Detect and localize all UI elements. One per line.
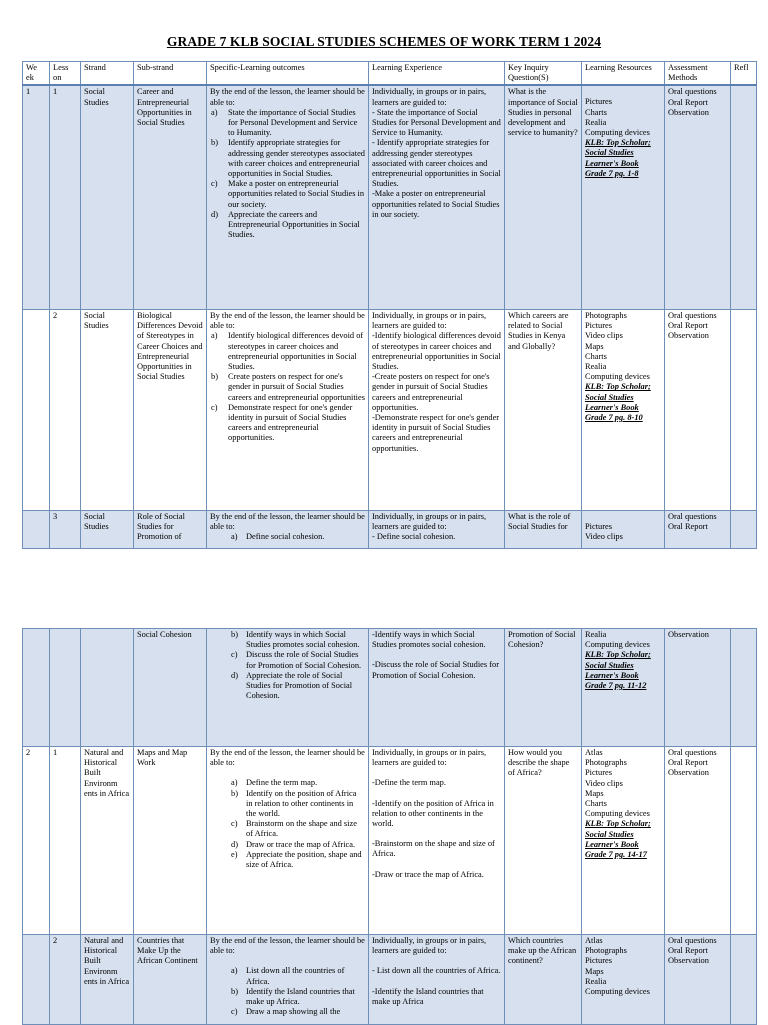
outcome-text: Identify appropriate strategies for addressing gender stereotypes associated with career choices and entrepreneurial opportunities in Social Studies. (228, 138, 365, 179)
book-reference: KLB: Top Scholar; Social Studies Learner's Book Grade 7 pg. 11-12 (585, 650, 651, 691)
outcome-text: Identify on the position of Africa in relation to other continents in the world. (246, 788, 357, 819)
table-row (23, 747, 757, 935)
book-reference: KLB: Top Scholar; Social Studies Learner's Book Grade 7 pg. 14-17 (585, 819, 651, 860)
outcomes-cell (207, 85, 369, 309)
assessment-item: Observation (668, 107, 709, 117)
outcome-text: Draw a map showing all the (246, 1007, 341, 1017)
outcomes-list (210, 630, 365, 701)
outcome-text: Demonstrate respect for one's gender identity in pursuit of Social Studies careers and entrepreneurial opportunities. (228, 402, 353, 443)
table-row (23, 309, 757, 510)
substrand-cell: Role of Social Studies for Promotion of (134, 510, 207, 548)
spacer (372, 860, 501, 870)
outcome-item (211, 107, 365, 139)
experience-line: - State the importance of Social Studies for Personal Development and Service to Humanity. (372, 107, 501, 138)
outcome-text: Define social cohesion. (246, 532, 325, 542)
resource-item: Realia (585, 630, 607, 639)
inquiry-cell: Which careers are related to Social Studies in Kenya and Globally? (505, 309, 582, 510)
experience-cell (369, 309, 505, 510)
header-strand: Strand (81, 62, 134, 86)
resource-item: Atlas (585, 936, 603, 945)
experience-line: -Brainstorm on the shape and size of Africa. (372, 839, 495, 859)
lesson-cell: 2 (50, 935, 81, 1025)
spacer (372, 768, 501, 778)
header-reflection: Refl (731, 62, 757, 86)
assessment-item: Oral questions (668, 87, 717, 97)
experience-cell (369, 510, 505, 548)
experience-cell (369, 85, 505, 309)
assessment-item: Observation (668, 768, 709, 778)
assessment-item: Oral Report (668, 946, 708, 956)
outcome-item (231, 650, 365, 670)
resource-item: Realia (585, 976, 607, 986)
outcomes-cell (207, 935, 369, 1025)
assessment-cell (665, 747, 731, 935)
header-outcomes: Specific-Learning outcomes (207, 62, 369, 86)
assessment-cell (665, 629, 731, 747)
experience-line: -Demonstrate respect for one's gender identity in pursuit of Social Studies careers and entrepreneurial opportunities. (372, 412, 500, 453)
experience-line: -Identify biological differences devoid of stereotypes in career choices and entrepreneurial opportunities in Social Studies. (372, 331, 501, 371)
resource-item: Photographs (585, 946, 627, 956)
strand-cell: Natural and Historical Built Environm ents in Africa (81, 747, 134, 935)
resource-item: Video clips (585, 532, 623, 542)
resources-cell (582, 935, 665, 1025)
experience-line: -Identify the Island countries that make up Africa (372, 986, 484, 1006)
outcome-item (211, 372, 365, 403)
assessment-item: Oral questions (668, 310, 717, 320)
outcome-marker: d) (231, 670, 238, 680)
outcome-marker: b) (211, 138, 218, 148)
document-title: GRADE 7 KLB SOCIAL STUDIES SCHEMES OF WORK TERM 1 2024 (166, 34, 602, 49)
experience-line: -Identify on the position of Africa in relation to other continents in the world. (372, 798, 494, 829)
outcome-text: Brainstorm on the shape and size of Africa. (246, 819, 357, 839)
resource-item: Photographs (585, 310, 627, 320)
inquiry-cell: Which countries make up the African continent? (505, 935, 582, 1025)
outcome-marker: a) (231, 532, 238, 542)
reflection-cell (731, 747, 757, 935)
week-cell (23, 510, 50, 548)
outcomes-intro: By the end of the lesson, the learner should be able to: (210, 87, 365, 107)
strand-cell: Natural and Historical Built Environm ents in Africa (81, 935, 134, 1025)
table-row (23, 85, 757, 309)
assessment-item: Oral questions (668, 748, 717, 757)
header-inquiry: Key Inquiry Question(S) (505, 62, 582, 86)
outcome-marker: c) (231, 1007, 238, 1017)
table-row (23, 629, 757, 747)
assessment-item: Oral Report (668, 97, 708, 107)
outcome-item (231, 986, 365, 1007)
spacer (210, 956, 365, 966)
resource-item: Maps (585, 788, 604, 798)
outcome-text: Identify ways in which Social Studies promotes social cohesion. (246, 630, 360, 650)
assessment-cell (665, 935, 731, 1025)
outcome-marker: b) (231, 630, 238, 639)
outcome-marker: b) (231, 986, 238, 996)
spacer (372, 650, 501, 660)
resource-item: Computing devices (585, 640, 650, 650)
experience-line: Individually, in groups or in pairs, learners are guided to: (372, 310, 487, 331)
resource-item: Computing devices (585, 987, 650, 997)
inquiry-cell: What is the importance of Social Studies in personal development and service to humanity? (505, 85, 582, 309)
resources-cell (582, 510, 665, 548)
strand-cell: Social Studies (81, 85, 134, 309)
week-cell (23, 629, 50, 747)
spacer (372, 977, 501, 987)
outcomes-list (210, 331, 365, 443)
assessment-item: Oral Report (668, 522, 708, 532)
inquiry-cell: What is the role of Social Studies for (505, 510, 582, 548)
outcome-item (211, 179, 365, 210)
outcome-marker: b) (211, 372, 218, 382)
week-cell: 1 (23, 85, 50, 309)
lesson-cell: 1 (50, 747, 81, 935)
outcome-marker: a) (211, 331, 218, 341)
outcomes-list (210, 532, 365, 542)
resource-item: Maps (585, 341, 604, 351)
schemes-table-page-1 (22, 61, 757, 549)
outcomes-list (210, 778, 365, 870)
book-reference: KLB: Top Scholar; Social Studies Learner's Book Grade 7 pg. 8-10 (585, 382, 651, 422)
assessment-cell (665, 309, 731, 510)
spacer (372, 829, 501, 839)
outcome-item (211, 209, 365, 241)
resource-item: Computing devices (585, 372, 650, 382)
substrand-cell: Biological Differences Devoid of Stereotypes in Career Choices and Entrepreneurial Opportunities in Social Studies (134, 309, 207, 510)
experience-line: -Make a poster on entrepreneurial opportunities related to Social Studies in our society. (372, 189, 500, 219)
lesson-cell: 3 (50, 510, 81, 548)
resource-item: Pictures (585, 768, 612, 778)
resource-item: Photographs (585, 758, 627, 768)
book-reference: KLB: Top Scholar; Social Studies Learner's Book Grade 7 pg. 1-8 (585, 138, 651, 178)
resource-item: Maps (585, 966, 604, 976)
spacer (372, 789, 501, 799)
assessment-item: Observation (668, 630, 709, 639)
outcome-marker: c) (211, 402, 218, 412)
experience-line: -Define the term map. (372, 778, 446, 788)
outcome-marker: a) (231, 778, 238, 788)
resource-item: Charts (585, 107, 607, 117)
outcome-text: Appreciate the position, shape and size of Africa. (246, 849, 362, 870)
outcome-item (231, 1007, 365, 1017)
resource-item: Charts (585, 351, 607, 361)
table-row (23, 510, 757, 548)
outcome-marker: c) (231, 819, 238, 829)
assessment-item: Oral Report (668, 321, 708, 331)
outcome-marker: d) (231, 839, 238, 849)
assessment-item: Oral questions (668, 936, 717, 945)
substrand-cell: Social Cohesion (134, 629, 207, 747)
outcome-item (231, 630, 365, 650)
header-week: We ek (23, 62, 50, 86)
resource-item: Realia (585, 361, 607, 371)
outcome-marker: a) (231, 966, 238, 976)
outcome-text: Appreciate the careers and Entrepreneurial Opportunities in Social Studies. (228, 209, 360, 240)
resource-item: Pictures (585, 321, 612, 331)
week-cell (23, 309, 50, 510)
outcome-text: Draw or trace the map of Africa. (246, 839, 356, 849)
outcome-text: Identify the Island countries that make up Africa. (246, 986, 355, 1007)
header-row (23, 62, 757, 86)
experience-line: -Draw or trace the map of Africa. (372, 869, 484, 879)
resource-item: Pictures (585, 521, 612, 531)
outcome-text: Appreciate the role of Social Studies for Promotion of Social Cohesion. (246, 670, 353, 701)
inquiry-cell: How would you describe the shape of Africa? (505, 747, 582, 935)
experience-cell (369, 629, 505, 747)
outcome-item (231, 966, 365, 986)
experience-cell (369, 935, 505, 1025)
resources-cell (582, 309, 665, 510)
header-substrand: Sub-strand (134, 62, 207, 86)
outcome-marker: d) (211, 209, 218, 219)
outcome-text: Discuss the role of Social Studies for Promotion of Social Cohesion. (246, 650, 362, 670)
substrand-cell: Maps and Map Work (134, 747, 207, 935)
table-row (23, 935, 757, 1025)
outcomes-intro: By the end of the lesson, the learner should be able to: (210, 511, 365, 532)
outcomes-intro: By the end of the lesson, the learner should be able to: (210, 936, 365, 956)
inquiry-cell: Promotion of Social Cohesion? (505, 629, 582, 747)
assessment-cell (665, 510, 731, 548)
experience-line: Individually, in groups or in pairs, learners are guided to: (372, 511, 487, 532)
spacer (585, 512, 661, 522)
experience-line: -Create posters on respect for one's gender in pursuit of Social Studies careers and entrepreneurial opportunities. (372, 372, 490, 412)
resources-cell (582, 85, 665, 309)
spacer (585, 87, 661, 97)
outcome-text: Identify biological differences devoid of stereotypes in career choices and entrepreneurial opportunities in Social Studies. (228, 331, 364, 371)
outcome-item (231, 788, 365, 820)
outcome-marker: c) (211, 179, 218, 189)
lesson-cell: 2 (50, 309, 81, 510)
experience-line: -Identify ways in which Social Studies promotes social cohesion. (372, 630, 486, 650)
outcome-item (231, 532, 365, 542)
substrand-cell: Countries that Make Up the African Continent (134, 935, 207, 1025)
week-cell (23, 935, 50, 1025)
outcome-text: State the importance of Social Studies for Personal Development and Service to Humanity. (228, 107, 358, 138)
resources-cell (582, 747, 665, 935)
experience-line: - Define social cohesion. (372, 532, 456, 542)
header-lesson: Less on (50, 62, 81, 86)
outcomes-list (210, 966, 365, 1017)
outcomes-cell (207, 309, 369, 510)
resource-item: Video clips (585, 778, 623, 788)
outcome-item (231, 849, 365, 870)
outcome-item (211, 138, 365, 179)
outcome-marker: a) (211, 107, 218, 117)
reflection-cell (731, 309, 757, 510)
outcomes-cell (207, 510, 369, 548)
assessment-item: Observation (668, 331, 709, 341)
reflection-cell (731, 85, 757, 309)
resource-item: Pictures (585, 97, 612, 107)
outcome-text: Make a poster on entrepreneurial opportunities related to Social Studies in our society. (228, 179, 365, 209)
strand-cell: Social Studies (81, 309, 134, 510)
outcomes-cell (207, 747, 369, 935)
outcome-item (231, 819, 365, 839)
outcome-item (211, 402, 365, 444)
resource-item: Video clips (585, 331, 623, 341)
outcome-marker: c) (231, 650, 238, 660)
outcomes-cell (207, 629, 369, 747)
schemes-table-page-2 (22, 628, 757, 1025)
outcome-item (231, 670, 365, 702)
spacer (372, 956, 501, 966)
outcomes-intro: By the end of the lesson, the learner should be able to: (210, 310, 365, 331)
outcome-marker: e) (231, 849, 238, 859)
assessment-item: Observation (668, 956, 709, 966)
resource-item: Realia (585, 117, 607, 127)
outcome-text: Define the term map. (246, 778, 318, 788)
strand-cell (81, 629, 134, 747)
resource-item: Charts (585, 799, 607, 809)
outcome-item (231, 778, 365, 788)
substrand-cell: Career and Entrepreneurial Opportunities in Social Studies (134, 85, 207, 309)
resource-item: Pictures (585, 956, 612, 966)
outcome-text: List down all the countries of Africa. (246, 966, 345, 986)
resource-item: Atlas (585, 748, 603, 757)
spacer (210, 768, 365, 778)
outcome-text: Create posters on respect for one's gender in pursuit of Social Studies careers and entrepreneurial opportunities (228, 372, 365, 402)
experience-line: -Discuss the role of Social Studies for Promotion of Social Cohesion. (372, 660, 499, 680)
lesson-cell: 1 (50, 85, 81, 309)
strand-cell: Social Studies (81, 510, 134, 548)
resource-item: Computing devices (585, 128, 650, 138)
reflection-cell (731, 510, 757, 548)
outcomes-intro: By the end of the lesson, the learner should be able to: (210, 748, 365, 768)
assessment-item: Oral questions (668, 511, 717, 521)
reflection-cell (731, 629, 757, 747)
experience-line: Individually, in groups or in pairs, learners are guided to: (372, 936, 487, 956)
resources-cell (582, 629, 665, 747)
lesson-cell (50, 629, 81, 747)
assessment-item: Oral Report (668, 758, 708, 768)
reflection-cell (731, 935, 757, 1025)
week-cell: 2 (23, 747, 50, 935)
outcome-item (231, 839, 365, 850)
header-experience: Learning Experience (369, 62, 505, 86)
experience-line: Individually, in groups or in pairs, learners are guided to: (372, 748, 487, 768)
resource-item: Computing devices (585, 809, 650, 819)
assessment-cell (665, 85, 731, 309)
experience-line: Individually, in groups or in pairs, learners are guided to: (372, 87, 487, 107)
outcome-item (211, 331, 365, 372)
experience-line: - List down all the countries of Africa. (372, 966, 501, 976)
experience-line: - Identify appropriate strategies for addressing gender stereotypes associated with career choices and entrepreneurial opportunities in Social Studies. (372, 138, 501, 189)
header-assessment: Assessment Methods (665, 62, 731, 86)
experience-cell (369, 747, 505, 935)
outcome-marker: b) (231, 788, 238, 798)
header-resources: Learning Resources (582, 62, 665, 86)
outcomes-list (210, 108, 365, 241)
